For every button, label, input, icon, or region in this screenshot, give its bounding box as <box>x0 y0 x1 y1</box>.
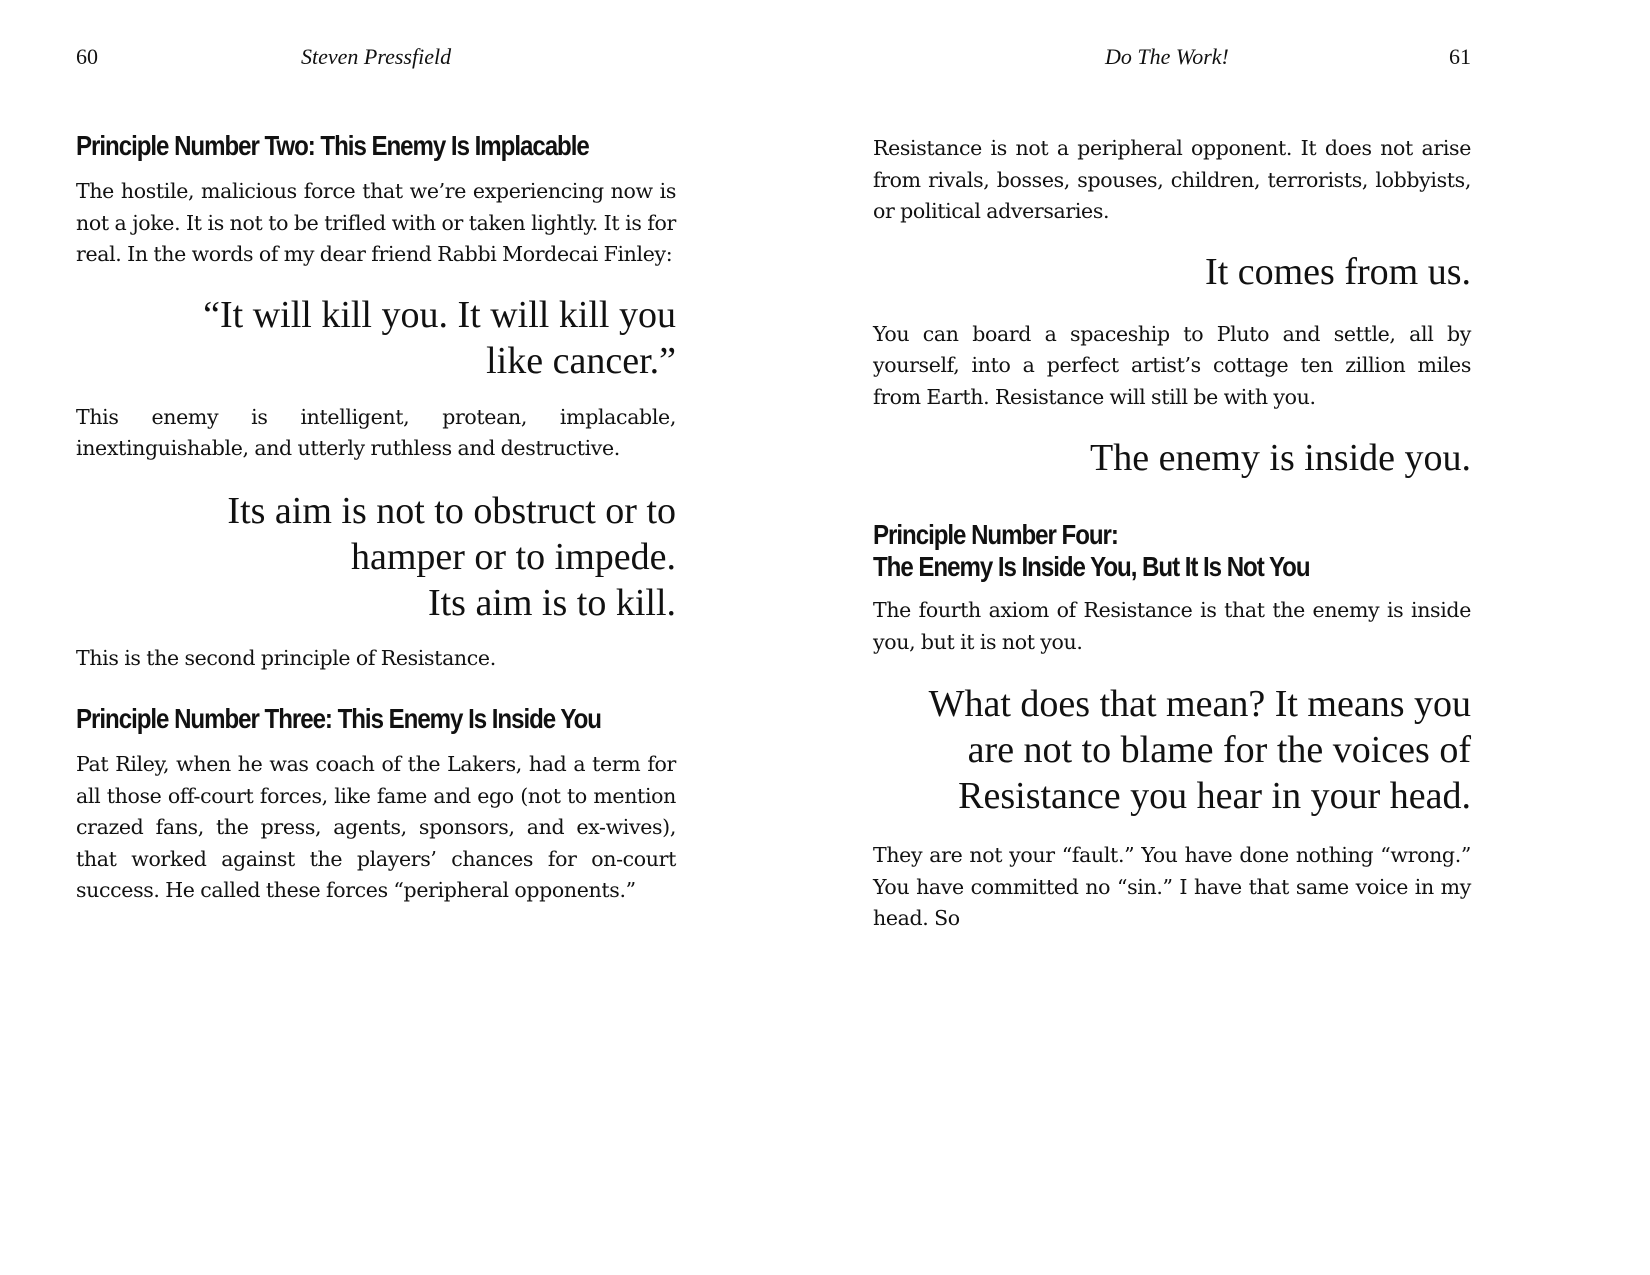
section-heading <box>873 519 1492 583</box>
running-head <box>76 44 676 74</box>
body-paragraph: They are not your “fault.” You have done nothing “wrong.” You have committed no “sin.” I have that same voice in my head. So <box>873 843 1471 930</box>
body-paragraph: The fourth axiom of Resistance is that the enemy is inside you, but it is not you. <box>873 598 1471 654</box>
pull-quote-line: The enemy is inside you. <box>1090 437 1471 479</box>
page-content <box>873 133 1471 935</box>
body-paragraph: You can board a spaceship to Pluto and settle, all by yourself, into a perfect artist’s cottage ten zillion miles from Earth. Resistance will still be with you. <box>873 321 1471 409</box>
pull-quote-line: “It will kill you. It will kill you <box>203 293 676 336</box>
pull-quote <box>873 435 1471 481</box>
body-paragraph: The hostile, malicious force that we’re experiencing now is not a joke. It is not to be trifled with or taken lightly. It is for real. In the words of my dear friend Rabbi Mordecai Finley: <box>76 179 676 266</box>
section-heading: Principle Number Two: This Enemy Is Implacable <box>76 130 589 161</box>
pull-quote <box>873 249 1471 295</box>
page-number: 61 <box>1449 44 1471 69</box>
pull-quote-line: like cancer.” <box>486 339 676 382</box>
section-heading: Principle Number Three: This Enemy Is Inside You <box>76 703 601 734</box>
body-paragraph: Resistance is not a peripheral opponent. It does not arise from rivals, bosses, spouses, children, terrorists, lobbyists, or political adversaries. <box>873 136 1471 223</box>
running-head-author: Steven Pressfield <box>301 44 452 69</box>
pull-quote-line: Its aim is to kill. <box>427 581 676 624</box>
body-paragraph: This is the second principle of Resistance. <box>76 645 496 670</box>
running-head-book-title: Do The Work! <box>1105 44 1229 69</box>
pull-quote <box>76 292 676 384</box>
page-number: 60 <box>76 44 98 69</box>
page-content <box>76 130 676 907</box>
section-heading-line: The Enemy Is Inside You, But It Is Not You <box>873 551 1310 582</box>
right-page <box>873 0 1471 1275</box>
pull-quote-line: Resistance you hear in your head. <box>958 775 1471 817</box>
pull-quote-line: What does that mean? It means you <box>928 683 1471 725</box>
pull-quote-line: Its aim is not to obstruct or to <box>227 489 676 532</box>
body-paragraph: This enemy is intelligent, protean, implacable, inextinguishable, and utterly ruthless and destructive. <box>76 404 676 460</box>
pull-quote <box>76 488 676 626</box>
running-head <box>873 44 1471 74</box>
section-heading-line: Principle Number Four: <box>873 519 1118 550</box>
pull-quote-line: It comes from us. <box>1205 250 1471 293</box>
pull-quote <box>873 681 1471 819</box>
body-paragraph: Pat Riley, when he was coach of the Lakers, had a term for all those off-court forces, like fame and ego (not to mention crazed fans, the press, agents, sponsors, and ex-wives), that worked against the players’ chances for on-court success. He called these forces “peripheral opponents.” <box>76 752 676 902</box>
pull-quote-line: hamper or to impede. <box>350 535 676 578</box>
pull-quote-line: are not to blame for the voices of <box>967 729 1471 771</box>
left-page <box>76 0 676 1275</box>
